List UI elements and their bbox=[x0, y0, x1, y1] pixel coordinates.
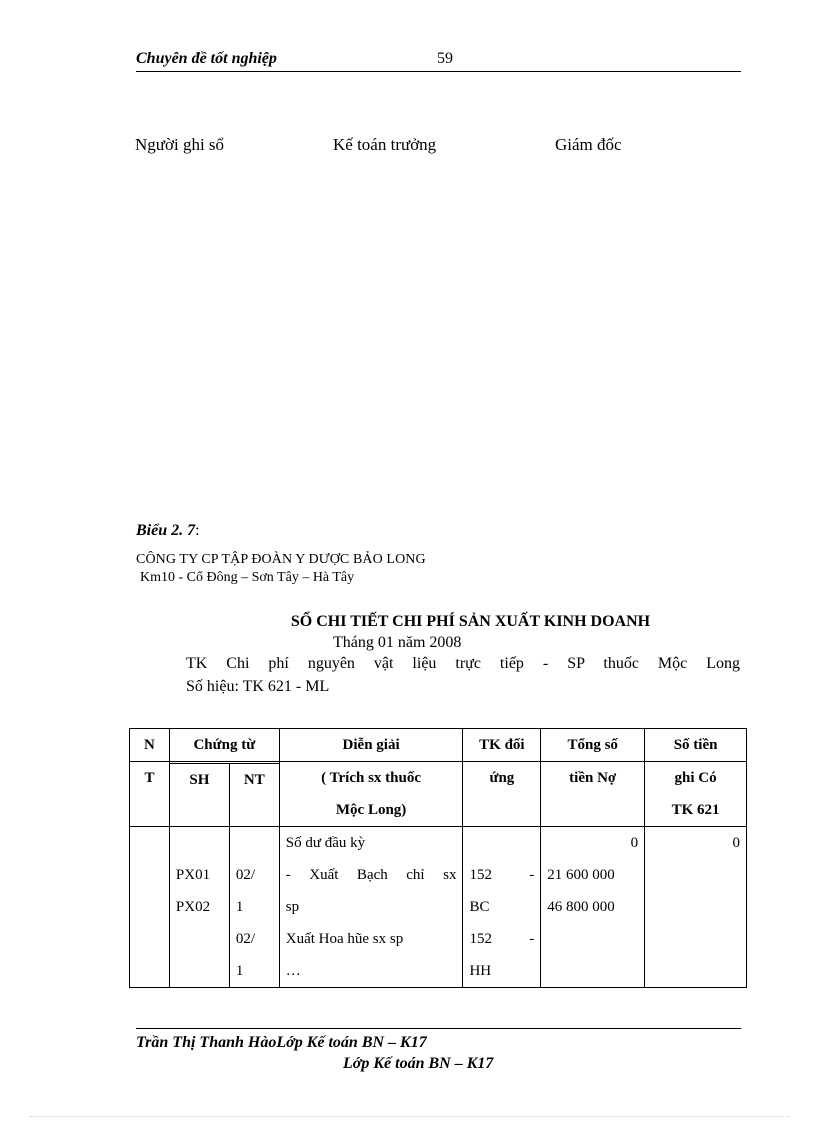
tk-cell bbox=[463, 827, 541, 988]
tk-row-2-dash: - bbox=[529, 931, 535, 947]
col-total-subheader: tiền Nợ bbox=[541, 762, 645, 827]
desc-row-1a: - Xuất Bạch chỉ sx bbox=[285, 867, 457, 883]
col-desc-header: Diễn giải bbox=[279, 729, 463, 762]
voucher-sh-1: PX01 bbox=[175, 867, 211, 883]
footer-author-line: Trần Thị Thanh HàoLớp Kế toán BN – K17 bbox=[136, 1034, 427, 1051]
col-tk-subheader: ứng bbox=[463, 762, 541, 827]
tk-row-1-dash: - bbox=[529, 867, 535, 883]
header-divider bbox=[136, 71, 741, 72]
voucher-date-2b: 1 bbox=[235, 963, 244, 979]
footer-class-line: Lớp Kế toán BN – K17 bbox=[343, 1055, 494, 1072]
col-credit-header: Số tiền bbox=[645, 729, 747, 762]
company-name: CÔNG TY CP TẬP ĐOÀN Y DƯỢC BẢO LONG bbox=[136, 552, 426, 567]
voucher-date-2a: 02/ bbox=[235, 931, 255, 947]
tk-row-1b: BC bbox=[469, 899, 490, 915]
col-tk-header: TK đối bbox=[463, 729, 541, 762]
account-code: Số hiệu: TK 621 - ML bbox=[186, 678, 330, 695]
desc-subheader-line-2: Mộc Long) bbox=[335, 802, 407, 818]
desc-subheader-line-1: ( Trích sx thuốc bbox=[321, 770, 422, 786]
col-credit-subheader bbox=[645, 762, 747, 827]
table-body-row bbox=[130, 827, 747, 988]
tk-row-1a bbox=[469, 859, 534, 891]
col-sh-header: SH bbox=[169, 763, 229, 826]
voucher-date-1b: 1 bbox=[235, 899, 244, 915]
document-title: SỔ CHI TIẾT CHI PHÍ SẢN XUẤT KINH DOANH bbox=[290, 613, 651, 630]
opening-debit: 0 bbox=[630, 835, 639, 851]
opening-balance-label: Số dư đầu kỳ bbox=[285, 835, 366, 851]
col-date-header: NT bbox=[229, 763, 279, 826]
signature-recorder: Người ghi sổ bbox=[135, 135, 225, 154]
col-desc-subheader bbox=[279, 762, 463, 827]
footer-divider bbox=[136, 1028, 741, 1029]
date-cell bbox=[229, 827, 279, 988]
voucher-sh-2: PX02 bbox=[175, 899, 211, 915]
sh-cell bbox=[169, 827, 229, 988]
tk-row-1-account: 152 bbox=[469, 867, 492, 883]
account-line: TK Chi phí nguyên vật liệu trực tiếp - SP thuốc Mộc Long bbox=[186, 655, 740, 672]
header-title: Chuyên đề tốt nghiệp bbox=[136, 50, 277, 67]
exhibit-label-text: Biểu 2. 7 bbox=[136, 522, 196, 539]
page-bottom-border bbox=[30, 1116, 790, 1117]
credit-subheader-line-1: ghi Có bbox=[674, 770, 717, 786]
amount-row-1: 21 600 000 bbox=[547, 867, 615, 883]
exhibit-label-suffix: : bbox=[195, 522, 200, 539]
desc-cell bbox=[279, 827, 463, 988]
tk-row-2b: HH bbox=[469, 963, 492, 979]
amount-row-2: 46 800 000 bbox=[547, 899, 615, 915]
col-voucher-header: Chứng từ bbox=[169, 729, 279, 762]
desc-row-2a: Xuất Hoa hũe sx sp bbox=[285, 931, 404, 947]
desc-row-2b: … bbox=[285, 963, 301, 979]
col-nt-header-bottom: T bbox=[130, 762, 170, 827]
signature-chief-accountant: Kế toán trưởng bbox=[333, 135, 437, 154]
col-total-header: Tổng số bbox=[541, 729, 645, 762]
credit-cell bbox=[645, 827, 747, 988]
credit-subheader-line-2: TK 621 bbox=[671, 802, 720, 818]
nt-cell bbox=[130, 827, 170, 988]
opening-credit: 0 bbox=[732, 835, 740, 851]
signature-director: Giám đốc bbox=[555, 135, 622, 154]
desc-row-1b: sp bbox=[285, 899, 300, 915]
total-cell bbox=[541, 827, 645, 988]
header-row-1 bbox=[130, 729, 747, 762]
voucher-date-1a: 02/ bbox=[235, 867, 255, 883]
tk-row-2a bbox=[469, 923, 534, 955]
ledger-table bbox=[129, 728, 747, 988]
exhibit-label bbox=[136, 522, 200, 540]
col-nt-header-top: N bbox=[130, 729, 170, 762]
tk-row-2-account: 152 bbox=[469, 931, 492, 947]
page-number: 59 bbox=[437, 50, 453, 67]
company-address: Km10 - Cổ Đông – Sơn Tây – Hà Tây bbox=[140, 570, 355, 585]
document-month: Tháng 01 năm 2008 bbox=[333, 634, 462, 651]
